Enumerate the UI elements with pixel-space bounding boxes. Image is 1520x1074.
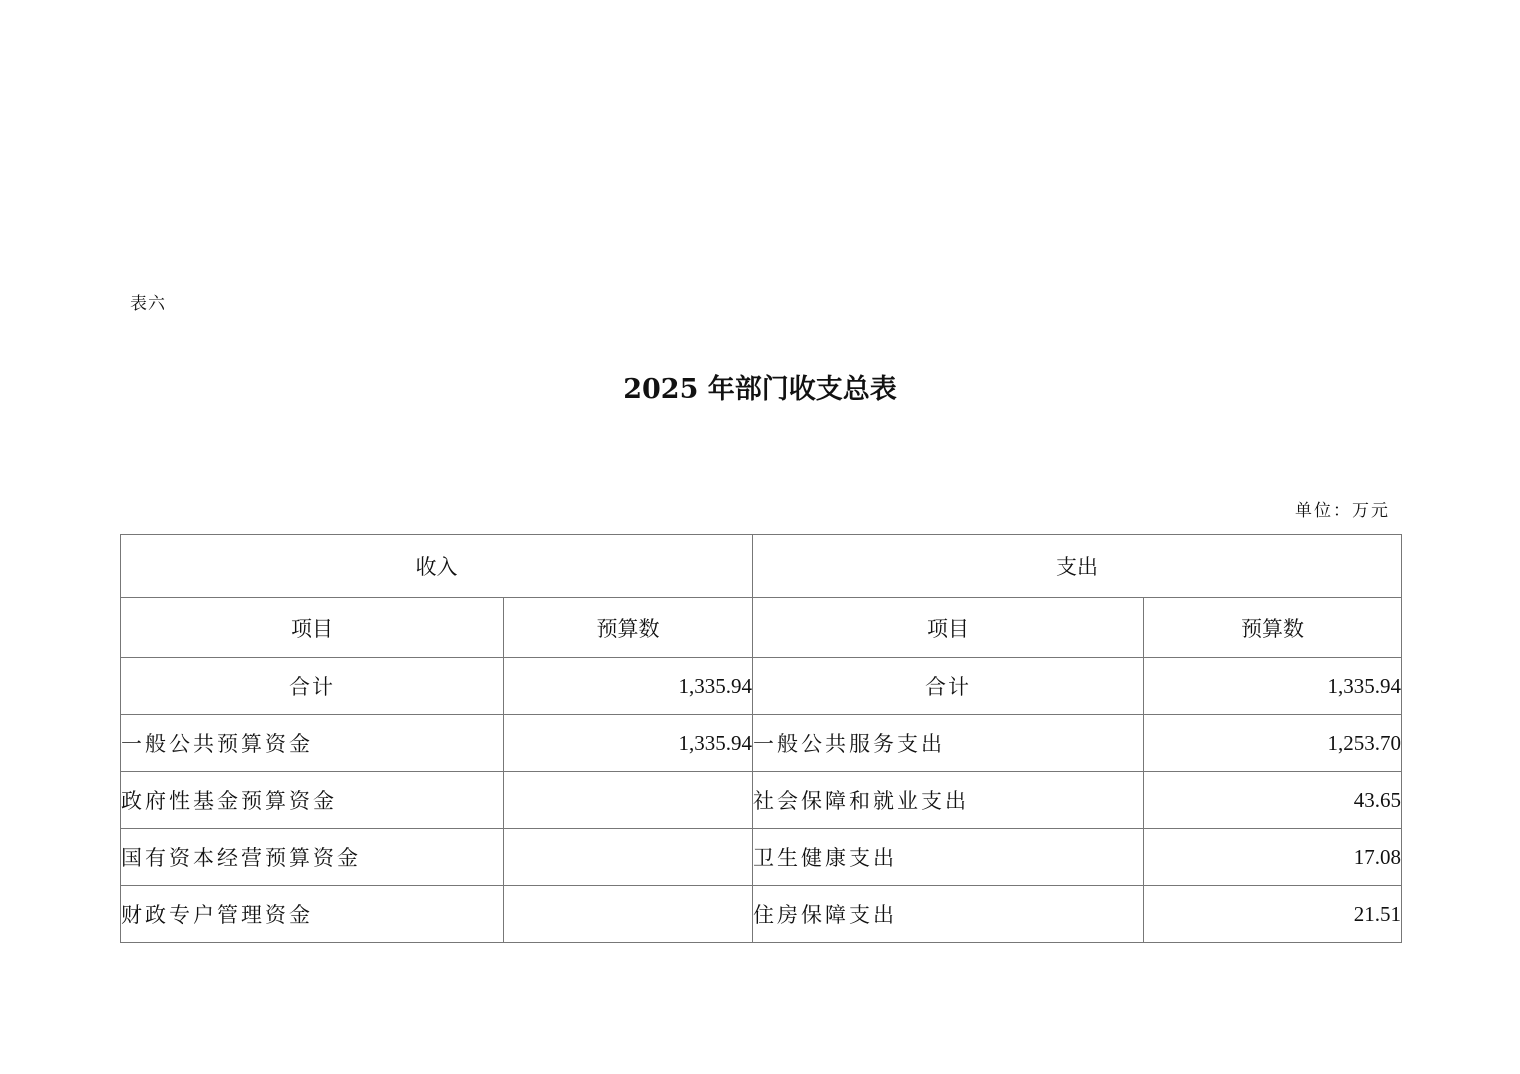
expenditure-header: 支出: [753, 535, 1402, 598]
total-row: [121, 658, 1402, 715]
table-row: [121, 772, 1402, 829]
income-item: 财政专户管理资金: [121, 886, 504, 943]
table-number-label: 表六: [130, 294, 166, 314]
income-value: 1,335.94: [504, 715, 753, 772]
income-header: 收入: [121, 535, 753, 598]
table-row: [121, 886, 1402, 943]
expense-item-header: 项目: [753, 598, 1144, 658]
unit-label: 单位：万元: [1295, 501, 1390, 521]
expense-budget-header: 预算数: [1144, 598, 1402, 658]
income-total-label: 合计: [121, 658, 504, 715]
expense-value: 1,253.70: [1144, 715, 1402, 772]
expense-value: 17.08: [1144, 829, 1402, 886]
table-row: [121, 829, 1402, 886]
income-item: 一般公共预算资金: [121, 715, 504, 772]
expense-item: 社会保障和就业支出: [753, 772, 1144, 829]
expense-item: 卫生健康支出: [753, 829, 1144, 886]
budget-summary-table: [120, 534, 1402, 943]
table-subheader-row: [121, 598, 1402, 658]
income-item: 国有资本经营预算资金: [121, 829, 504, 886]
income-budget-header: 预算数: [504, 598, 753, 658]
table-header-row: [121, 535, 1402, 598]
income-total-value: 1,335.94: [504, 658, 753, 715]
income-value: [504, 886, 753, 943]
income-value: [504, 772, 753, 829]
income-value: [504, 829, 753, 886]
expense-total-value: 1,335.94: [1144, 658, 1402, 715]
expense-value: 43.65: [1144, 772, 1402, 829]
income-item: 政府性基金预算资金: [121, 772, 504, 829]
expense-total-label: 合计: [753, 658, 1144, 715]
page-title: 2025 年部门收支总表: [623, 374, 897, 405]
expense-value: 21.51: [1144, 886, 1402, 943]
table-row: [121, 715, 1402, 772]
income-item-header: 项目: [121, 598, 504, 658]
expense-item: 住房保障支出: [753, 886, 1144, 943]
expense-item: 一般公共服务支出: [753, 715, 1144, 772]
